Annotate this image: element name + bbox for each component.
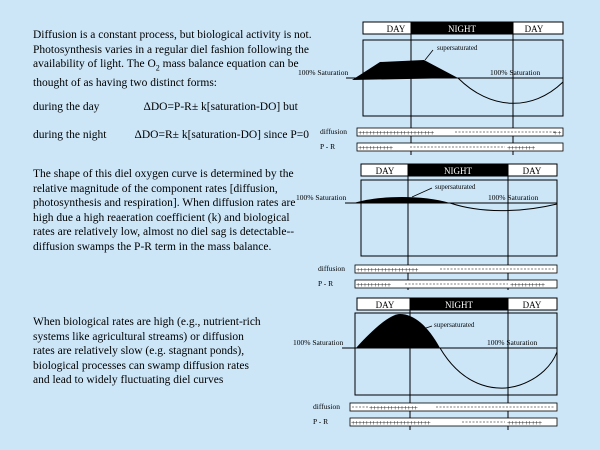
panel-bottom-saturation-right: 100% Saturation: [487, 338, 538, 347]
panel-top-oxygen-curve: [458, 78, 563, 103]
panel-bottom-pr-label: P - R: [313, 417, 329, 426]
panel-top-diffusion-plus-end: ++: [553, 128, 562, 137]
shape-paragraph: The shape of this diel oxygen curve is determined by the relative magnitude of the component rates [diffusion, photosynthesis and respiration]. When diffusion rates are high due a high reaeration coefficient (k) and biological rates are relatively low, almost no diel sag is detectable-- diffusion swamps the P-R term in the mass balance.: [33, 168, 296, 253]
day-equation: ΔDO=P-R± k[saturation-DO] but: [143, 101, 298, 113]
intro-text-a: Diffusion is a constant process, but biological activity is not. Photosynthesis varies in a regular diel fashion following the availability of light. The O: [33, 29, 312, 70]
night-equation: ΔDO=R± k[saturation-DO] since P=0: [134, 129, 310, 141]
panel-top-annotation-line: [425, 50, 433, 60]
panel-middle: [296, 164, 557, 290]
panel-bottom-supersaturated-label: supersaturated: [434, 321, 475, 329]
panel-middle-saturation-left: 100% Saturation: [296, 193, 347, 202]
panel-top-pr-pluses-end: ++++++++: [507, 143, 535, 152]
panel-top-saturation-right: 100% Saturation: [490, 68, 541, 77]
panel-middle-day-label-right: DAY: [522, 166, 542, 176]
panel-top-day-label-left: DAY: [386, 24, 406, 34]
day-label: during the day: [33, 101, 100, 113]
panel-top-diffusion-pluses: ++++++++++++++++++++++: [358, 128, 434, 137]
panel-bottom-diffusion-label: diffusion: [313, 402, 340, 411]
panel-bottom-saturation-left: 100% Saturation: [293, 338, 344, 347]
panel-middle-diffusion-label: diffusion: [318, 264, 345, 273]
panel-top-supersaturation-area: [352, 60, 458, 80]
panel-bottom-oxygen-curve: [440, 348, 557, 388]
panel-top-pr-pluses: ++++++++++: [358, 143, 393, 152]
panel-middle-saturation-right: 100% Saturation: [488, 193, 539, 202]
panel-top-diffusion-label: diffusion: [320, 127, 347, 136]
panel-middle-night-label: NIGHT: [444, 166, 472, 176]
panel-bottom-pr-pluses-end: ++++++++++: [507, 418, 542, 427]
panel-middle-supersaturation-area: [354, 197, 450, 203]
panel-top-pr-label: P - R: [320, 142, 336, 151]
panel-bottom: [293, 298, 557, 430]
panel-middle-day-label-left: DAY: [375, 166, 395, 176]
panel-bottom-pr-pluses: +++++++++++++++++++++++: [351, 418, 430, 427]
panel-middle-annotation-line: [412, 188, 432, 197]
panel-bottom-diffusion-pluses: ++++++++++++++: [369, 403, 418, 412]
intro-text-b: mass balance equation can be thought of as having two distinct forms:: [33, 58, 299, 89]
panel-middle-pr-label: P - R: [318, 279, 334, 288]
panel-middle-graph-frame: [361, 180, 557, 256]
panel-bottom-supersaturation-area: [356, 314, 440, 348]
panel-top-supersaturated-label: supersaturated: [437, 44, 478, 52]
panel-middle-diffusion-pluses: ++++++++++++++++++: [356, 265, 418, 274]
panel-bottom-day-label-right: DAY: [522, 300, 542, 310]
panel-middle-supersaturated-label: supersaturated: [435, 183, 476, 191]
biological-paragraph: When biological rates are high (e.g., nutrient-rich systems like agricultural streams) or diffusion rates are relatively slow (e.g. stagnant ponds), biological processes can swamp diffusion rates and lead to widely fluctuating diel curves: [33, 316, 261, 386]
panel-top: [298, 22, 563, 155]
panel-top-saturation-left: 100% Saturation: [298, 68, 349, 77]
panel-top-night-label: NIGHT: [448, 24, 476, 34]
panel-middle-pr-pluses: ++++++++++: [356, 280, 391, 289]
panel-top-day-label-right: DAY: [524, 24, 544, 34]
panel-middle-pr-pluses-end: ++++++++++: [510, 280, 545, 289]
panel-middle-oxygen-curve: [450, 203, 557, 211]
panel-bottom-night-label: NIGHT: [445, 300, 473, 310]
night-label: during the night: [33, 129, 107, 141]
panel-bottom-day-label-left: DAY: [375, 300, 395, 310]
intro-subscript: 2: [155, 63, 160, 73]
